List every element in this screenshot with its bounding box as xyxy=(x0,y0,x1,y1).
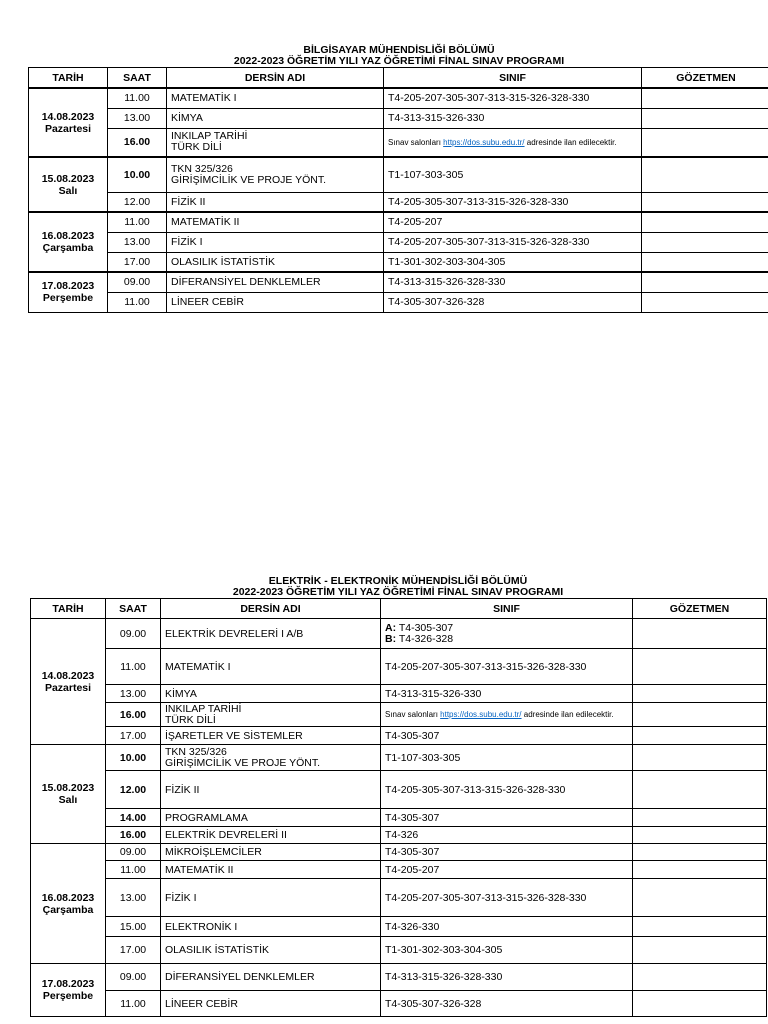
date-cell: 15.08.2023 Salı xyxy=(29,157,108,212)
date-cell: 17.08.2023 Perşembe xyxy=(29,272,108,312)
table-row xyxy=(31,964,767,991)
proctor-cell xyxy=(633,964,767,991)
table-row xyxy=(29,108,768,128)
table-row xyxy=(31,844,767,861)
ee-table xyxy=(30,598,767,1017)
course-cell: LİNEER CEBİR xyxy=(167,292,384,312)
time-cell: 12.00 xyxy=(108,192,167,212)
header-saat: SAAT xyxy=(106,599,161,619)
header-sinif: SINIF xyxy=(381,599,633,619)
room-note-cell: Sınav salonları https://dos.subu.edu.tr/ adresinde ilan edilecektir. xyxy=(381,703,633,727)
table-row xyxy=(29,252,768,272)
table-row xyxy=(29,292,768,312)
time-cell: 16.00 xyxy=(108,128,167,157)
course-cell: ELEKTRİK DEVRELERİ I A/B xyxy=(161,619,381,649)
course-cell: OLASILIK İSTATİSTİK xyxy=(167,252,384,272)
proctor-cell xyxy=(642,212,768,232)
ee-subtitle: 2022-2023 ÖĞRETİM YILI YAZ ÖĞRETİMİ FİNAL SINAV PROGRAMI xyxy=(232,586,564,598)
proctor-cell xyxy=(633,727,767,745)
course-cell: DİFERANSİYEL DENKLEMLER xyxy=(161,964,381,991)
time-cell: 15.00 xyxy=(106,917,161,937)
room-cell: T4-205-207-305-307-313-315-326-328-330 xyxy=(384,232,642,252)
room-cell: T4-205-305-307-313-315-326-328-330 xyxy=(381,771,633,809)
time-cell: 13.00 xyxy=(108,232,167,252)
room-cell: T4-205-207-305-307-313-315-326-328-330 xyxy=(384,88,642,108)
proctor-cell xyxy=(633,917,767,937)
time-cell: 10.00 xyxy=(108,157,167,192)
course-cell: ELEKTRİK DEVRELERİ II xyxy=(161,827,381,844)
time-cell: 13.00 xyxy=(106,879,161,917)
header-gozetmen: GÖZETMEN xyxy=(642,68,768,89)
room-cell: T4-305-307 xyxy=(381,809,633,827)
room-cell: T4-205-207-305-307-313-315-326-328-330 xyxy=(381,879,633,917)
room-cell: T4-205-207 xyxy=(381,861,633,879)
table-row xyxy=(29,157,768,192)
date-cell: 15.08.2023 Salı xyxy=(31,745,106,844)
ee-section xyxy=(30,576,766,1017)
table-row xyxy=(31,879,767,917)
header-sinif: SINIF xyxy=(384,68,642,89)
table-row xyxy=(31,771,767,809)
table-row xyxy=(29,192,768,212)
header-ders: DERSİN ADI xyxy=(167,68,384,89)
course-cell: LİNEER CEBİR xyxy=(161,991,381,1017)
table-row xyxy=(31,703,767,727)
course-cell: PROGRAMLAMA xyxy=(161,809,381,827)
proctor-cell xyxy=(642,232,768,252)
date-cell: 16.08.2023 Çarşamba xyxy=(29,212,108,272)
table-row xyxy=(31,685,767,703)
proctor-cell xyxy=(633,745,767,771)
course-cell: KİMYA xyxy=(167,108,384,128)
room-cell: T1-107-303-305 xyxy=(384,157,642,192)
header-tarih: TARİH xyxy=(29,68,108,89)
proctor-cell xyxy=(642,272,768,292)
proctor-cell xyxy=(642,157,768,192)
table-row xyxy=(29,272,768,292)
table-row xyxy=(31,991,767,1017)
room-cell: T4-313-315-326-328-330 xyxy=(381,964,633,991)
header-ders: DERSİN ADI xyxy=(161,599,381,619)
table-header xyxy=(29,68,768,89)
table-row xyxy=(31,937,767,964)
course-cell: MATEMATİK I xyxy=(167,88,384,108)
course-cell: DİFERANSİYEL DENKLEMLER xyxy=(167,272,384,292)
course-cell: MATEMATİK I xyxy=(161,649,381,685)
date-cell: 14.08.2023 Pazartesi xyxy=(29,88,108,157)
date-cell: 17.08.2023 Perşembe xyxy=(31,964,106,1017)
course-cell: İŞARETLER VE SİSTEMLER xyxy=(161,727,381,745)
room-cell: T4-205-207 xyxy=(384,212,642,232)
time-cell: 13.00 xyxy=(106,685,161,703)
proctor-cell xyxy=(642,292,768,312)
header-tarih: TARİH xyxy=(31,599,106,619)
proctor-cell xyxy=(633,827,767,844)
proctor-cell xyxy=(642,192,768,212)
table-row xyxy=(29,212,768,232)
table-row xyxy=(31,727,767,745)
course-cell: OLASILIK İSTATİSTİK xyxy=(161,937,381,964)
room-cell: T4-205-207-305-307-313-315-326-328-330 xyxy=(381,649,633,685)
room-cell: A: T4-305-307 B: T4-326-328 xyxy=(381,619,633,649)
table-row xyxy=(29,128,768,157)
header-gozetmen: GÖZETMEN xyxy=(633,599,767,619)
table-row xyxy=(31,619,767,649)
course-cell: KİMYA xyxy=(161,685,381,703)
course-cell: FİZİK II xyxy=(167,192,384,212)
time-cell: 09.00 xyxy=(108,272,167,292)
room-cell: T4-305-307 xyxy=(381,844,633,861)
time-cell: 11.00 xyxy=(106,991,161,1017)
proctor-cell xyxy=(633,685,767,703)
room-note-cell: Sınav salonları https://dos.subu.edu.tr/ adresinde ilan edilecektir. xyxy=(384,128,642,157)
time-cell: 16.00 xyxy=(106,703,161,727)
course-cell: MATEMATİK II xyxy=(167,212,384,232)
course-cell: MATEMATİK II xyxy=(161,861,381,879)
proctor-cell xyxy=(642,252,768,272)
table-header xyxy=(31,599,767,619)
room-cell: T4-326-330 xyxy=(381,917,633,937)
bm-table xyxy=(28,67,768,313)
room-cell: T4-305-307-326-328 xyxy=(384,292,642,312)
table-row xyxy=(31,917,767,937)
room-cell: T4-313-315-326-330 xyxy=(384,108,642,128)
room-cell: T4-313-315-326-328-330 xyxy=(384,272,642,292)
time-cell: 17.00 xyxy=(108,252,167,272)
time-cell: 11.00 xyxy=(108,292,167,312)
proctor-cell xyxy=(633,879,767,917)
proctor-cell xyxy=(633,991,767,1017)
time-cell: 09.00 xyxy=(106,619,161,649)
table-row xyxy=(31,809,767,827)
dos-link[interactable]: https://dos.subu.edu.tr/ xyxy=(440,710,522,719)
course-cell: INKILAP TARİHİ TÜRK DİLİ xyxy=(161,703,381,727)
proctor-cell xyxy=(642,108,768,128)
table-row xyxy=(29,88,768,108)
proctor-cell xyxy=(633,937,767,964)
room-cell: T1-301-302-303-304-305 xyxy=(384,252,642,272)
ee-title: ELEKTRİK - ELEKTRONİK MÜHENDİSLİĞİ BÖLÜMÜ xyxy=(268,575,528,587)
time-cell: 11.00 xyxy=(108,88,167,108)
time-cell: 09.00 xyxy=(106,964,161,991)
proctor-cell xyxy=(633,649,767,685)
table-row xyxy=(29,232,768,252)
table-row xyxy=(31,827,767,844)
time-cell: 13.00 xyxy=(108,108,167,128)
proctor-cell xyxy=(633,809,767,827)
time-cell: 09.00 xyxy=(106,844,161,861)
proctor-cell xyxy=(642,88,768,108)
proctor-cell xyxy=(633,619,767,649)
time-cell: 17.00 xyxy=(106,937,161,964)
course-cell: ELEKTRONİK I xyxy=(161,917,381,937)
room-cell: T4-326 xyxy=(381,827,633,844)
time-cell: 17.00 xyxy=(106,727,161,745)
bm-title: BİLGİSAYAR MÜHENDİSLİĞİ BÖLÜMÜ xyxy=(303,44,495,56)
room-cell: T4-305-307 xyxy=(381,727,633,745)
proctor-cell xyxy=(642,128,768,157)
time-cell: 12.00 xyxy=(106,771,161,809)
time-cell: 10.00 xyxy=(106,745,161,771)
time-cell: 14.00 xyxy=(106,809,161,827)
course-cell: MİKROİŞLEMCİLER xyxy=(161,844,381,861)
dos-link[interactable]: https://dos.subu.edu.tr/ xyxy=(443,137,525,147)
proctor-cell xyxy=(633,861,767,879)
proctor-cell xyxy=(633,771,767,809)
proctor-cell xyxy=(633,703,767,727)
table-row xyxy=(31,861,767,879)
course-cell: INKILAP TARİHİ TÜRK DİLİ xyxy=(167,128,384,157)
room-cell: T4-313-315-326-330 xyxy=(381,685,633,703)
proctor-cell xyxy=(633,844,767,861)
bm-section xyxy=(28,45,768,313)
course-cell: FİZİK I xyxy=(161,879,381,917)
room-cell: T4-305-307-326-328 xyxy=(381,991,633,1017)
time-cell: 11.00 xyxy=(106,861,161,879)
table-row xyxy=(31,745,767,771)
bm-subtitle: 2022-2023 ÖĞRETİM YILI YAZ ÖĞRETİMİ FİNAL SINAV PROGRAMI xyxy=(233,55,565,67)
room-cell: T4-205-305-307-313-315-326-328-330 xyxy=(384,192,642,212)
time-cell: 11.00 xyxy=(106,649,161,685)
room-cell: T1-301-302-303-304-305 xyxy=(381,937,633,964)
time-cell: 16.00 xyxy=(106,827,161,844)
course-cell: TKN 325/326 GİRİŞİMCİLİK VE PROJE YÖNT. xyxy=(161,745,381,771)
course-cell: FİZİK I xyxy=(167,232,384,252)
header-saat: SAAT xyxy=(108,68,167,89)
course-cell: TKN 325/326 GİRİŞİMCİLİK VE PROJE YÖNT. xyxy=(167,157,384,192)
table-row xyxy=(31,649,767,685)
room-cell: T1-107-303-305 xyxy=(381,745,633,771)
time-cell: 11.00 xyxy=(108,212,167,232)
date-cell: 16.08.2023 Çarşamba xyxy=(31,844,106,964)
date-cell: 14.08.2023 Pazartesi xyxy=(31,619,106,745)
course-cell: FİZİK II xyxy=(161,771,381,809)
